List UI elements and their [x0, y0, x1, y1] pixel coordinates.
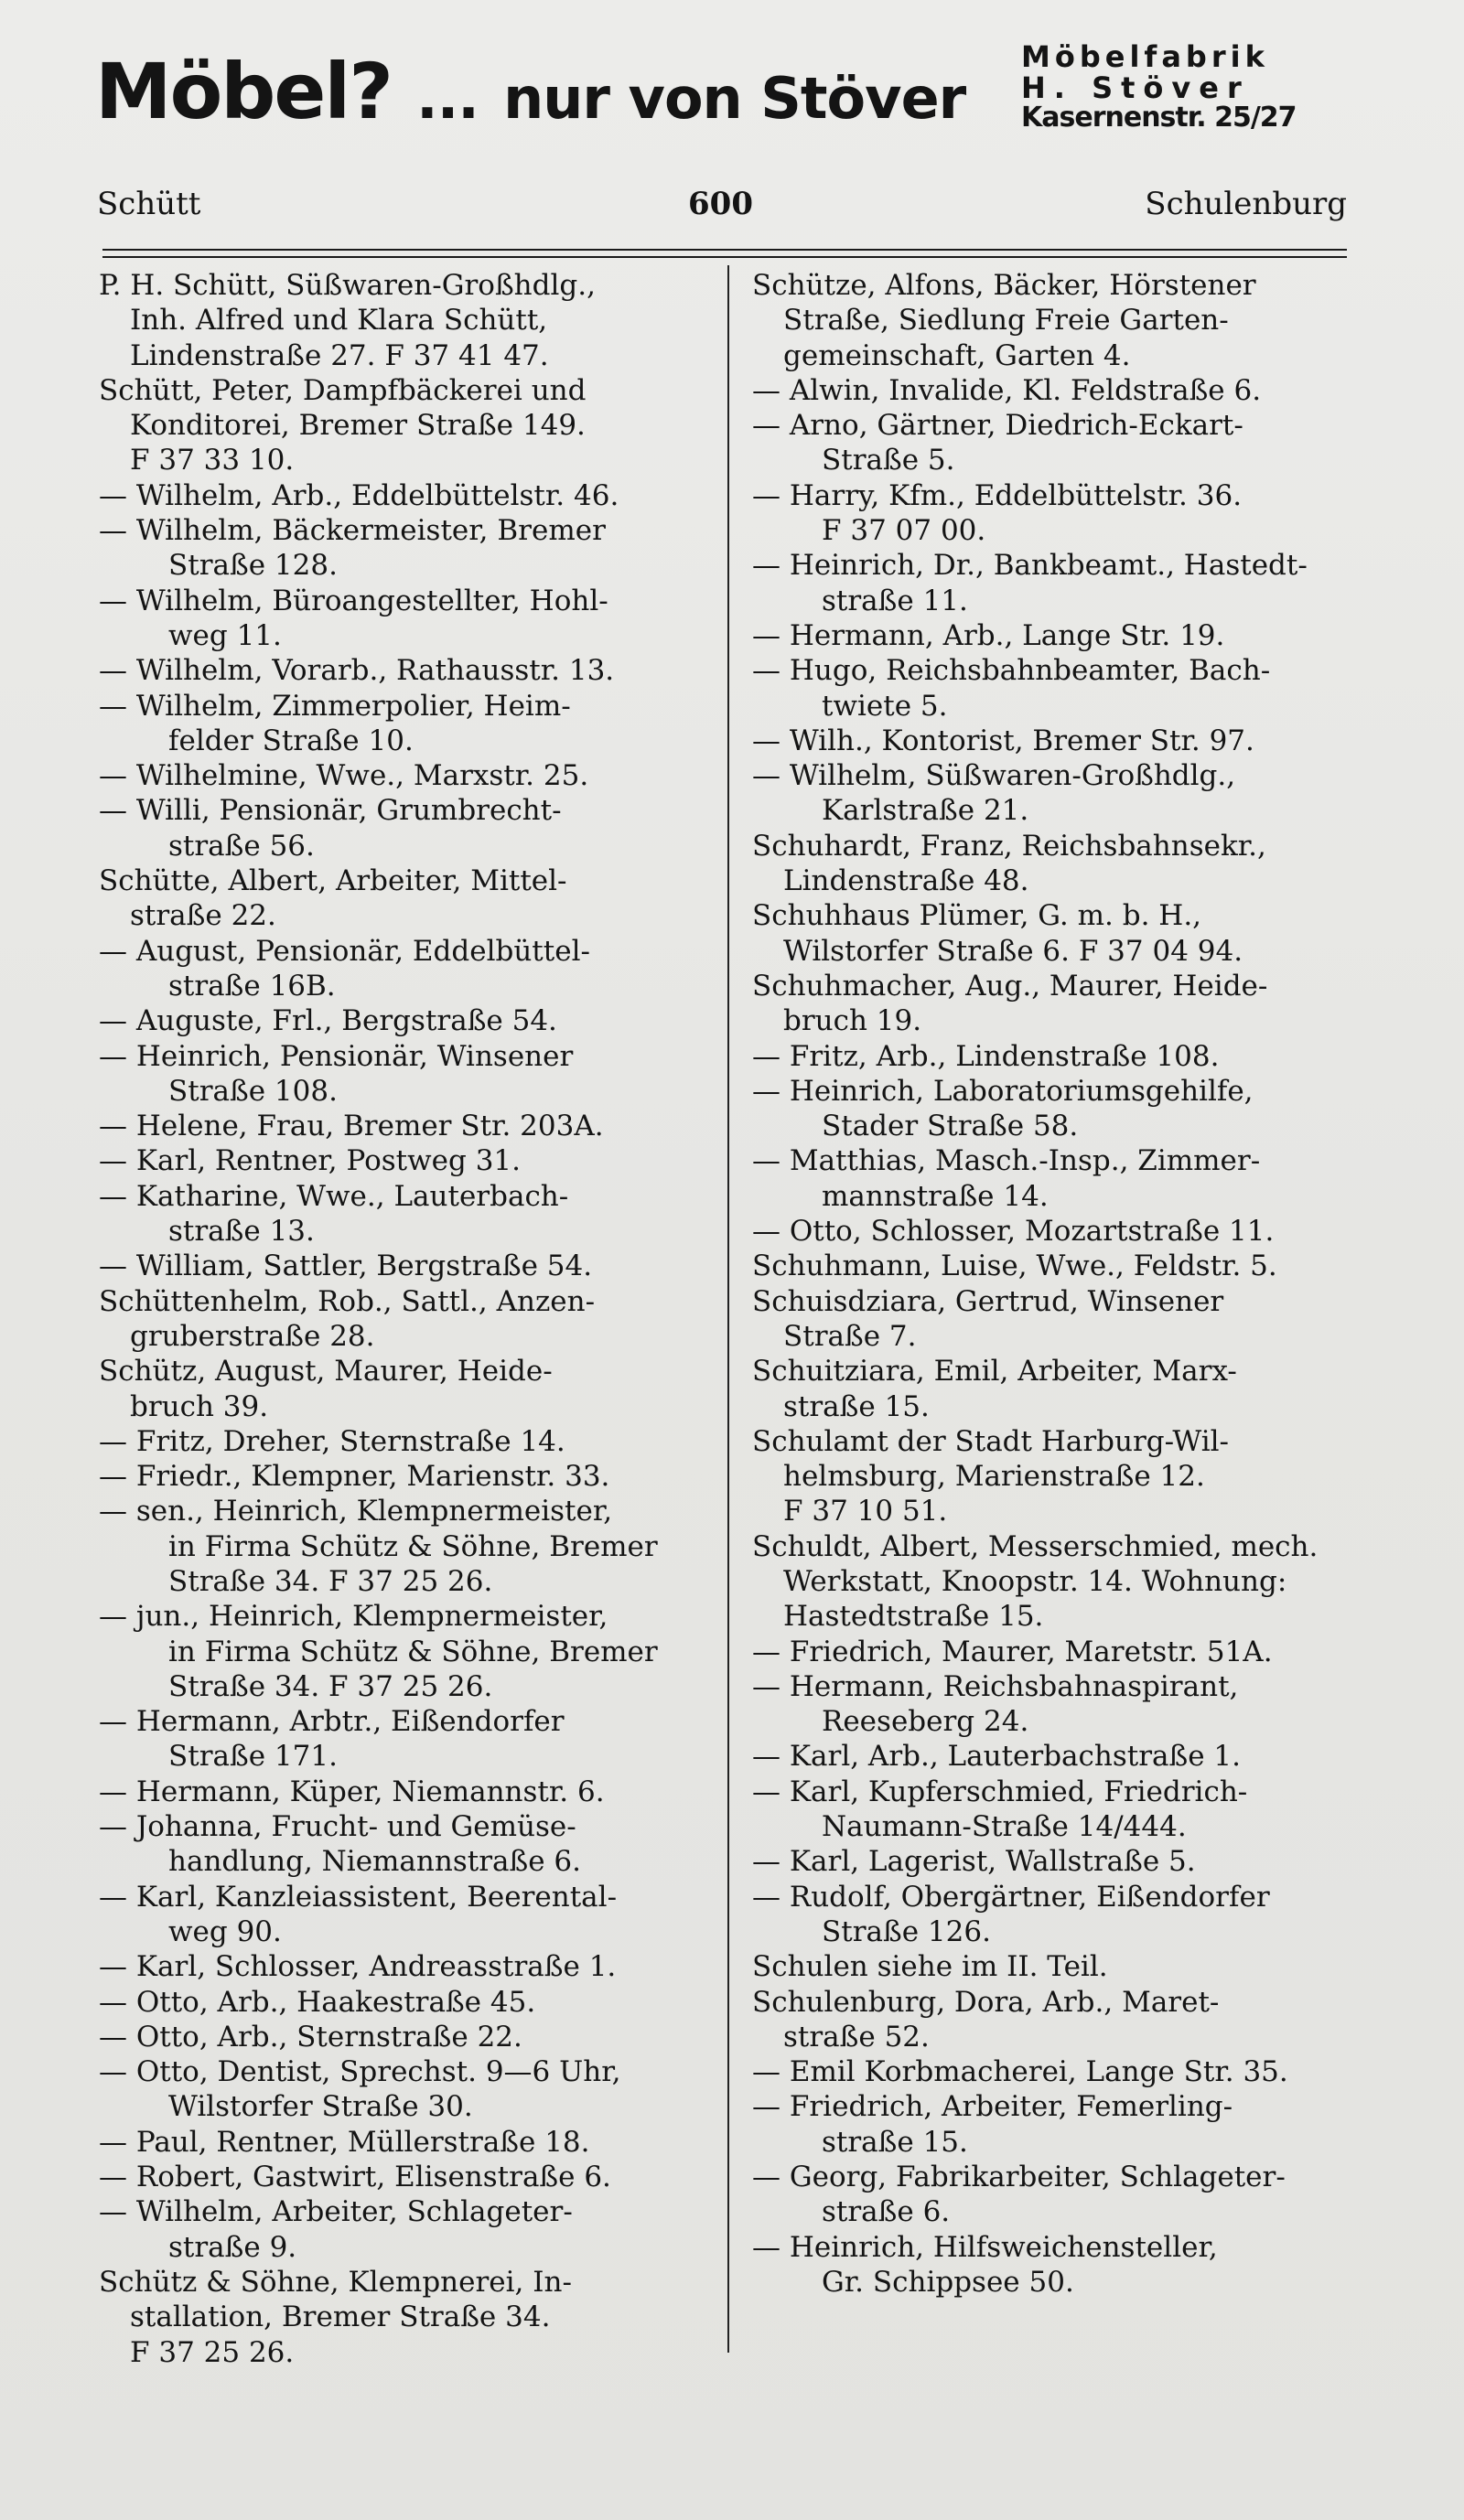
directory-entry [99, 1249, 710, 1283]
directory-entry [752, 2230, 1356, 2300]
entry-line: — Heinrich, Laboratoriumsgehilfe, [752, 1074, 1254, 1108]
entry-line: Schütz, August, Maurer, Heide- [99, 1355, 553, 1389]
entry-line: Schütt, Peter, Dampfbäckerei und [99, 373, 587, 407]
directory-entry [99, 1109, 710, 1143]
entry-line: Hastedtstraße 15. [783, 1600, 1044, 1634]
entry-line: Schuitziara, Emil, Arbeiter, Marx- [752, 1355, 1237, 1389]
entry-line: — Helene, Frau, Bremer Str. 203A. [99, 1110, 604, 1143]
entry-line: Straße 126. [822, 1914, 991, 1948]
entry-line: straße 9. [168, 2230, 297, 2264]
entry-line: weg 90. [168, 1914, 282, 1948]
directory-entry [99, 1039, 710, 1110]
directory-entry [99, 2020, 710, 2054]
entry-line: — Karl, Lagerist, Wallstraße 5. [752, 1845, 1196, 1879]
header-rule [102, 249, 1347, 251]
entry-line: — Rudolf, Obergärtner, Eißendorfer [752, 1880, 1270, 1914]
entry-line: P. H. Schütt, Süßwaren-Großhdlg., [99, 269, 596, 302]
left-column [99, 268, 710, 2370]
right-column [752, 268, 1356, 2300]
entry-line: — Heinrich, Hilfsweichensteller, [752, 2230, 1218, 2264]
entry-line: — Friedrich, Maurer, Maretstr. 51A. [752, 1635, 1273, 1668]
directory-entry [99, 1494, 710, 1599]
directory-entry [99, 1003, 710, 1038]
directory-entry [99, 1179, 710, 1249]
ad-company-address: Kasernenstr. 25/27 [1021, 102, 1297, 134]
entry-line: Straße 128. [168, 549, 338, 583]
entry-line: — Friedrich, Arbeiter, Femerling- [752, 2090, 1233, 2124]
entry-line: Schütze, Alfons, Bäcker, Hörstener [752, 269, 1256, 302]
ad-slogan-tail: nur von Stöver [503, 65, 966, 132]
ad-slogan-dots: ... [416, 65, 479, 132]
directory-entry [752, 829, 1356, 899]
entry-line: — Wilhelm, Vorarb., Rathausstr. 13. [99, 654, 615, 688]
directory-entry [752, 618, 1356, 653]
directory-entry [752, 408, 1356, 478]
directory-entry [752, 268, 1356, 373]
directory-entry [99, 2125, 710, 2160]
directory-entry [99, 1354, 710, 1424]
entry-line: — Otto, Arb., Haakestraße 45. [99, 1985, 536, 2019]
directory-entry [752, 1284, 1356, 1355]
entry-line: — Hermann, Arb., Lange Str. 19. [752, 618, 1225, 652]
entry-line: — Otto, Dentist, Sprechst. 9—6 Uhr, [99, 2055, 621, 2089]
entry-line: — Katharine, Wwe., Lauterbach- [99, 1179, 569, 1213]
entry-line: Schuhardt, Franz, Reichsbahnsekr., [752, 829, 1266, 863]
entry-line: straße 13. [168, 1215, 315, 1249]
entry-line: — Heinrich, Dr., Bankbeamt., Hastedt- [752, 549, 1308, 583]
directory-entry [99, 1143, 710, 1178]
directory-entry [752, 758, 1356, 829]
entry-line: Schuhmann, Luise, Wwe., Feldstr. 5. [752, 1249, 1277, 1283]
directory-entry [752, 969, 1356, 1039]
entry-line: straße 22. [130, 899, 276, 933]
ad-slogan [95, 47, 966, 136]
entry-line: Schuldt, Albert, Messerschmied, mech. [752, 1529, 1319, 1563]
entry-line: Schüttenhelm, Rob., Sattl., Anzen- [99, 1284, 596, 1318]
column-divider [727, 265, 729, 2353]
directory-entry [99, 584, 710, 654]
ad-slogan-word: Möbel? [95, 47, 392, 136]
directory-entry [99, 373, 710, 478]
directory-entry [99, 1880, 710, 1950]
entry-line: — Wilhelmine, Wwe., Marxstr. 25. [99, 759, 589, 793]
entry-line: — August, Pensionär, Eddelbüttel- [99, 934, 590, 968]
directory-entry [99, 934, 710, 1004]
directory-entry [752, 1635, 1356, 1669]
entry-line: Wilstorfer Straße 30. [168, 2090, 473, 2124]
directory-entry [99, 1459, 710, 1494]
entry-line: Straße 7. [783, 1319, 917, 1353]
entry-line: in Firma Schütz & Söhne, Bremer [168, 1529, 658, 1563]
entry-line: Gr. Schippsee 50. [822, 2265, 1074, 2299]
entry-line: stallation, Bremer Straße 34. [130, 2300, 551, 2334]
entry-line: Konditorei, Bremer Straße 149. [130, 409, 586, 443]
directory-entry [752, 898, 1356, 969]
entry-line: — Otto, Schlosser, Mozartstraße 11. [752, 1215, 1275, 1249]
entry-line: in Firma Schütz & Söhne, Bremer [168, 1635, 658, 1668]
entry-line: — Matthias, Masch.-Insp., Zimmer- [752, 1144, 1261, 1178]
directory-entry [99, 268, 710, 373]
entry-line: weg 11. [168, 618, 282, 652]
directory-entry [752, 1074, 1356, 1144]
entry-line: Schuhhaus Plümer, G. m. b. H., [752, 899, 1202, 933]
entry-line: — Arno, Gärtner, Diedrich-Eckart- [752, 409, 1243, 443]
directory-entry [752, 373, 1356, 408]
entry-line: Straße, Siedlung Freie Garten- [783, 304, 1229, 338]
directory-entry [752, 1775, 1356, 1845]
directory-entry [99, 1809, 710, 1880]
directory-entry [752, 1739, 1356, 1774]
entry-line: straße 16B. [168, 969, 336, 1003]
directory-entry [99, 1775, 710, 1809]
entry-line: Straße 171. [168, 1740, 338, 1774]
directory-entry [752, 1249, 1356, 1283]
entry-line: — Auguste, Frl., Bergstraße 54. [99, 1004, 557, 1038]
entry-line: — sen., Heinrich, Klempnermeister, [99, 1495, 613, 1528]
entry-line: straße 11. [822, 584, 968, 617]
entry-line: mannstraße 14. [822, 1179, 1049, 1213]
ad-company-block [1021, 39, 1297, 134]
entry-line: Karlstraße 21. [822, 794, 1029, 828]
page-number: 600 [688, 186, 753, 222]
entry-line: — Hugo, Reichsbahnbeamter, Bach- [752, 654, 1271, 688]
entry-line: — Wilhelm, Süßwaren-Großhdlg., [752, 759, 1236, 793]
entry-line: Inh. Alfred und Klara Schütt, [130, 304, 548, 338]
entry-line: — Hermann, Küper, Niemannstr. 6. [99, 1775, 605, 1808]
entry-line: — Johanna, Frucht- und Gemüse- [99, 1810, 576, 1844]
entry-line: — Wilhelm, Arbeiter, Schlageter- [99, 2195, 573, 2229]
entry-line: Schulamt der Stadt Harburg-Wil- [752, 1424, 1230, 1458]
directory-entry [99, 2265, 710, 2370]
directory-entry [752, 1214, 1356, 1249]
directory-entry [752, 2089, 1356, 2160]
entry-line: — Robert, Gastwirt, Elisenstraße 6. [99, 2161, 611, 2194]
entry-line: — Fritz, Arb., Lindenstraße 108. [752, 1039, 1220, 1073]
entry-line: — Wilh., Kontorist, Bremer Str. 97. [752, 724, 1254, 757]
entry-line: — Wilhelm, Zimmerpolier, Heim- [99, 689, 571, 723]
entry-line: — Wilhelm, Bäckermeister, Bremer [99, 514, 606, 548]
directory-entry [752, 1844, 1356, 1879]
directory-entry [752, 2054, 1356, 2089]
entry-line: — Karl, Schlosser, Andreasstraße 1. [99, 1950, 617, 1984]
entry-line: straße 52. [783, 2020, 930, 2054]
entry-line: helmsburg, Marienstraße 12. [783, 1460, 1205, 1494]
directory-entry [99, 793, 710, 863]
entry-line: Werkstatt, Knoopstr. 14. Wohnung: [783, 1564, 1287, 1598]
entry-line: Reeseberg 24. [822, 1705, 1029, 1739]
running-head-left: Schütt [97, 186, 201, 222]
entry-line: F 37 33 10. [130, 444, 295, 477]
running-head-right: Schulenburg [1145, 186, 1347, 222]
entry-line: — Hermann, Arbtr., Eißendorfer [99, 1705, 565, 1739]
entry-line: — Georg, Fabrikarbeiter, Schlageter- [752, 2161, 1286, 2194]
directory-entry [752, 478, 1356, 549]
entry-line: Schuisdziara, Gertrud, Winsener [752, 1284, 1224, 1318]
directory-entry [752, 1529, 1356, 1635]
directory-entry [99, 1424, 710, 1459]
entry-line: Wilstorfer Straße 6. F 37 04 94. [783, 934, 1243, 968]
entry-line: F 37 25 26. [130, 2335, 295, 2369]
entry-line: F 37 07 00. [822, 514, 986, 548]
entry-line: F 37 10 51. [783, 1495, 948, 1528]
directory-entry [752, 2160, 1356, 2230]
entry-line: gemeinschaft, Garten 4. [783, 338, 1131, 372]
directory-entry [752, 1143, 1356, 1214]
entry-line: — Karl, Kanzleiassistent, Beerental- [99, 1880, 618, 1914]
entry-line: felder Straße 10. [168, 724, 414, 757]
directory-entry [752, 1949, 1356, 1984]
entry-line: straße 56. [168, 829, 315, 863]
entry-line: — Karl, Kupferschmied, Friedrich- [752, 1775, 1248, 1808]
entry-line: — Harry, Kfm., Eddelbüttelstr. 36. [752, 478, 1243, 512]
directory-entry [99, 478, 710, 513]
ad-company-name: H. Stöver [1021, 70, 1250, 105]
directory-entry [752, 653, 1356, 724]
directory-entry [752, 724, 1356, 758]
entry-line: Straße 34. F 37 25 26. [168, 1669, 493, 1703]
entry-line: Straße 108. [168, 1074, 338, 1108]
directory-entry [752, 1985, 1356, 2055]
directory-entry [99, 1284, 710, 1355]
entry-line: Straße 34. F 37 25 26. [168, 1564, 493, 1598]
entry-line: — William, Sattler, Bergstraße 54. [99, 1249, 593, 1283]
directory-entry [99, 1949, 710, 1984]
directory-entry [752, 1424, 1356, 1529]
directory-entry [752, 1039, 1356, 1074]
directory-entry [99, 2194, 710, 2265]
directory-entry [99, 863, 710, 934]
entry-line: — Heinrich, Pensionär, Winsener [99, 1039, 574, 1073]
entry-line: — Fritz, Dreher, Sternstraße 14. [99, 1424, 565, 1458]
entry-line: — Wilhelm, Arb., Eddelbüttelstr. 46. [99, 478, 619, 512]
entry-line: — Wilhelm, Büroangestellter, Hohl- [99, 584, 608, 617]
entry-line: gruberstraße 28. [130, 1319, 375, 1353]
header-rule [102, 256, 1347, 258]
directory-entry [752, 1880, 1356, 1950]
entry-line: Schuhmacher, Aug., Maurer, Heide- [752, 969, 1268, 1003]
entry-line: Schulen siehe im II. Teil. [752, 1950, 1108, 1984]
directory-entry [99, 653, 710, 688]
entry-line: straße 15. [822, 2125, 968, 2159]
entry-line: straße 6. [822, 2195, 951, 2229]
entry-line: Schütz & Söhne, Klempnerei, In- [99, 2265, 572, 2299]
directory-entry [752, 1669, 1356, 1740]
entry-line: twiete 5. [822, 689, 948, 723]
entry-line: — Karl, Rentner, Postweg 31. [99, 1144, 521, 1178]
furniture-advertisement [95, 39, 1376, 175]
entry-line: — Karl, Arb., Lauterbachstraße 1. [752, 1740, 1242, 1774]
ad-company-line: Möbelfabrik [1021, 39, 1269, 74]
entry-line: — jun., Heinrich, Klempnermeister, [99, 1600, 608, 1634]
directory-entry [752, 1354, 1356, 1424]
entry-line: — Otto, Arb., Sternstraße 22. [99, 2020, 522, 2054]
entry-line: Lindenstraße 48. [783, 864, 1029, 898]
entry-line: Schulenburg, Dora, Arb., Maret- [752, 1985, 1220, 2019]
directory-entry [99, 758, 710, 793]
directory-entry [99, 2160, 710, 2194]
directory-entry [99, 513, 710, 584]
entry-line: Schütte, Albert, Arbeiter, Mittel- [99, 864, 567, 898]
entry-line: — Friedr., Klempner, Marienstr. 33. [99, 1460, 610, 1494]
entry-line: Lindenstraße 27. F 37 41 47. [130, 338, 549, 372]
entry-line: bruch 39. [130, 1389, 269, 1423]
entry-line: — Alwin, Invalide, Kl. Feldstraße 6. [752, 373, 1262, 407]
directory-entry [99, 2054, 710, 2125]
entry-line: handlung, Niemannstraße 6. [168, 1845, 581, 1879]
directory-entry [99, 1704, 710, 1775]
directory-entry [99, 1985, 710, 2020]
entry-line: — Emil Korbmacherei, Lange Str. 35. [752, 2055, 1288, 2089]
entry-line: straße 15. [783, 1389, 930, 1423]
entry-line: — Willi, Pensionär, Grumbrecht- [99, 794, 562, 828]
entry-line: Naumann-Straße 14/444. [822, 1810, 1187, 1844]
directory-entry [752, 548, 1356, 618]
entry-line: bruch 19. [783, 1004, 922, 1038]
entry-line: Straße 5. [822, 444, 955, 477]
entry-line: — Paul, Rentner, Müllerstraße 18. [99, 2125, 590, 2159]
directory-entry [99, 1599, 710, 1704]
directory-entry [99, 689, 710, 759]
entry-line: Stader Straße 58. [822, 1110, 1079, 1143]
entry-line: — Hermann, Reichsbahnaspirant, [752, 1669, 1239, 1703]
